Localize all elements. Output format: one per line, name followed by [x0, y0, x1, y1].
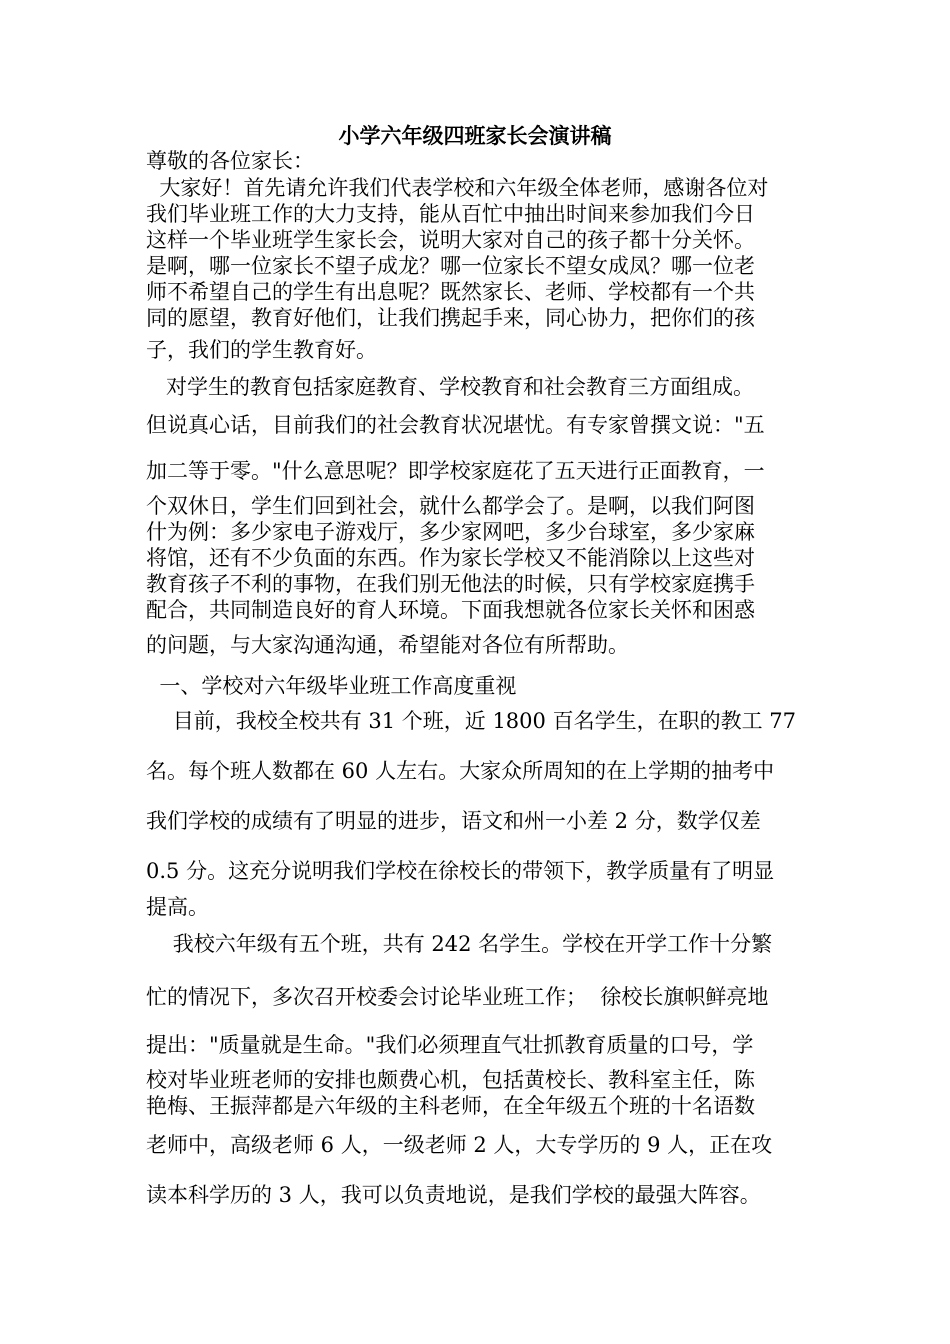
document-title: 小学六年级四班家长会演讲稿	[338, 123, 612, 148]
body-line: 名。每个班人数都在 60 人左右。大家众所周知的在上学期的抽考中	[146, 759, 775, 783]
body-line: 我们学校的成绩有了明显的进步，语文和州一小差 2 分，数学仅差	[146, 809, 761, 833]
body-line: 师不希望自己的学生有出息呢？既然家长、老师、学校都有一个共	[146, 280, 755, 304]
body-line: 的问题，与大家沟通沟通，希望能对各位有所帮助。	[146, 633, 629, 657]
body-line: 尊敬的各位家长：	[146, 149, 314, 173]
body-line: 0.5 分。这充分说明我们学校在徐校长的带领下，教学质量有了明显	[146, 859, 775, 883]
body-line: 加二等于零。"什么意思呢？即学校家庭花了五天进行正面教育，一	[146, 459, 765, 483]
body-line: 忙的情况下，多次召开校委会讨论毕业班工作； 徐校长旗帜鲜亮地	[146, 985, 769, 1009]
section-heading: 一、学校对六年级毕业班工作高度重视	[146, 674, 517, 698]
body-line: 老师中，高级老师 6 人，一级老师 2 人，大专学历的 9 人，正在攻	[146, 1133, 773, 1157]
body-line: 但说真心话，目前我们的社会教育状况堪忧。有专家曾撰文说："五	[146, 413, 765, 437]
body-line: 读本科学历的 3 人，我可以负责地说，是我们学校的最强大阵容。	[146, 1183, 761, 1207]
body-line: 大家好！首先请允许我们代表学校和六年级全体老师，感谢各位对	[146, 176, 769, 200]
body-line: 教育孩子不利的事物，在我们别无他法的时候，只有学校家庭携手	[146, 572, 755, 596]
body-line: 什为例：多少家电子游戏厅，多少家网吧，多少台球室，多少家麻	[146, 520, 755, 544]
body-line: 将馆，还有不少负面的东西。作为家长学校又不能消除以上这些对	[146, 546, 755, 570]
body-line: 提出："质量就是生命。"我们必须理直气壮抓教育质量的口号，学	[146, 1033, 754, 1057]
body-line: 目前，我校全校共有 31 个班，近 1800 百名学生，在职的教工 77	[146, 709, 796, 733]
body-line: 这样一个毕业班学生家长会，说明大家对自己的孩子都十分关怀。	[146, 228, 755, 252]
body-line: 我们毕业班工作的大力支持，能从百忙中抽出时间来参加我们今日	[146, 202, 755, 226]
body-line: 校对毕业班老师的安排也颇费心机，包括黄校长、教科室主任，陈	[146, 1068, 755, 1092]
body-line: 对学生的教育包括家庭教育、学校教育和社会教育三方面组成。	[146, 375, 755, 399]
body-line: 提高。	[146, 895, 209, 919]
body-line: 艳梅、王振萍都是六年级的主科老师，在全年级五个班的十名语数	[146, 1094, 755, 1118]
body-line: 我校六年级有五个班，共有 242 名学生。学校在开学工作十分繁	[146, 932, 773, 956]
body-line: 配合，共同制造良好的育人环境。下面我想就各位家长关怀和困惑	[146, 598, 755, 622]
body-line: 子，我们的学生教育好。	[146, 338, 377, 362]
body-line: 同的愿望，教育好他们，让我们携起手来，同心协力，把你们的孩	[146, 306, 755, 330]
body-line: 个双休日，学生们回到社会，就什么都学会了。是啊，以我们阿图	[146, 494, 755, 518]
body-line: 是啊，哪一位家长不望子成龙？哪一位家长不望女成凤？哪一位老	[146, 254, 755, 278]
